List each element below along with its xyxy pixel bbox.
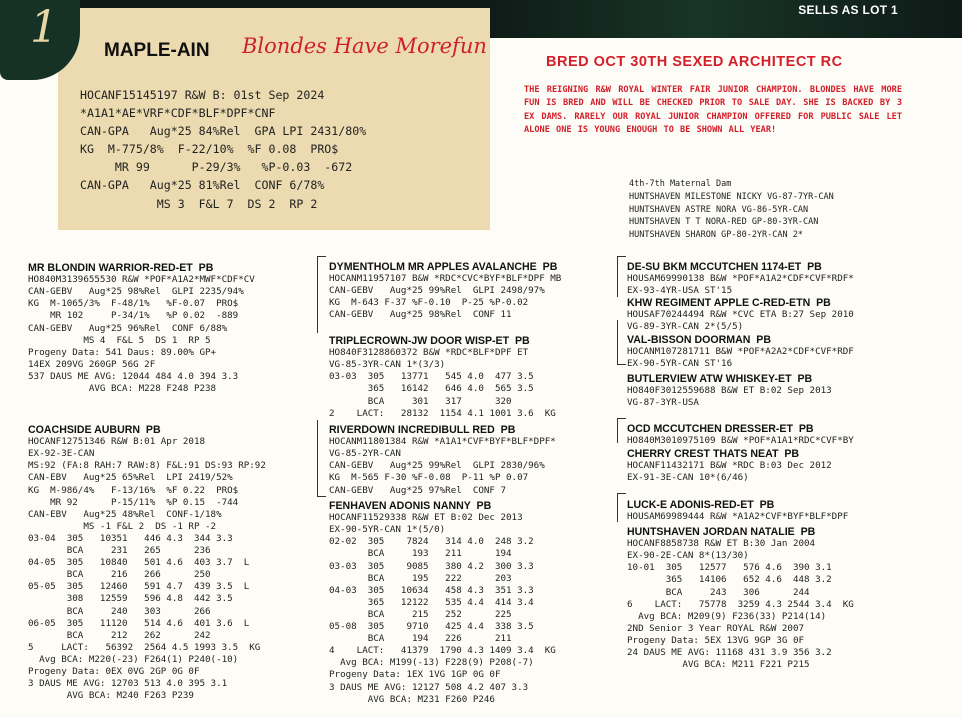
pedigree-line: EX-93-4YR-USA ST'15 [627, 285, 733, 297]
pedigree-line: HO840M3010975109 B&W *POF*A1A1*RDC*CVF*BY [627, 435, 854, 447]
pedigree-line: MS:92 (FA:8 RAH:7 RAW:8) F&L:91 DS:93 RP:92 [28, 460, 266, 472]
pedigree-line: AVG BCA: M240 F263 P239 [28, 690, 194, 702]
pedigree-line: 3 DAUS ME AVG: 12703 513 4.0 395 3.1 [28, 678, 228, 690]
sells-as-lot-label: SELLS AS LOT 1 [798, 3, 898, 17]
pedigree-line: EX-91-3E-CAN 10*(6/46) [627, 472, 749, 484]
pedigree-name: MR BLONDIN WARRIOR-RED-ET PB [28, 262, 214, 275]
stat-line: KG M-775/8% F-22/10% %F 0.08 PRO$ [80, 142, 339, 157]
stat-line: *A1A1*AE*VRF*CDF*BLF*DPF*CNF [80, 106, 276, 121]
pedigree-line: 5 LACT: 56392 2564 4.5 1993 3.5 KG [28, 641, 261, 653]
pedigree-line: 03-03 305 13771 545 4.0 477 3.5 [329, 371, 534, 383]
pedigree-line: HOCANF12751346 R&W B:01 Apr 2018 [28, 436, 206, 448]
pedigree-line: 10-01 305 12577 576 4.6 390 3.1 [627, 562, 832, 574]
pedigree-line: Avg BCA: M220(-23) F264(1) P240(-10) [28, 653, 239, 665]
pedigree-line: KG M-986/4% F-13/16% %F 0.22 PRO$ [28, 484, 239, 496]
pedigree-line: KG M-643 F-37 %F-0.10 P-25 %P-0.02 [329, 297, 529, 309]
pedigree-line: Progeny Data: 1EX 1VG 1GP 0G 0F [329, 669, 501, 681]
pedigree-line: 04-05 305 10840 501 4.6 403 3.7 L [28, 557, 250, 569]
pedigree-line: 03-04 305 10351 446 4.3 344 3.3 [28, 532, 233, 544]
pedigree-name: HUNTSHAVEN JORDAN NATALIE PB [627, 526, 816, 539]
pedigree-line: Progeny Data: 0EX 0VG 2GP 0G 0F [28, 665, 200, 677]
maternal-dam-line: HUNTSHAVEN MILESTONE NICKY VG-87-7YR-CAN [629, 191, 834, 202]
pedigree-entry [329, 249, 561, 334]
pedigree-line: BCA 240 303 266 [28, 605, 211, 617]
pedigree-entry [28, 412, 266, 714]
stat-line: MS 3 F&L 7 DS 2 RP 2 [80, 196, 318, 211]
pedigree-line: MR 102 P-34/1% %P 0.02 -889 [28, 310, 239, 322]
maternal-dam-line: 4th-7th Maternal Dam [629, 179, 732, 189]
pedigree-line: CAN-GEBV Aug*25 96%Rel CONF 6/88% [28, 322, 228, 334]
breeding-title: BRED OCT 30TH SEXED ARCHITECT RC [546, 54, 843, 70]
pedigree-name: TRIPLECROWN-JW DOOR WISP-ET PB [329, 335, 530, 348]
pedigree-line: CAN-GEBV Aug*25 98%Rel CONF 11 [329, 309, 512, 321]
pedigree-line: CAN-GEBV Aug*25 97%Rel CONF 7 [329, 484, 507, 496]
breeding-description: THE REIGNING R&W ROYAL WINTER FAIR JUNIOR CHAMPION. BLONDES HAVE MORE FUN IS BRED AND WILL BE CHECKED PRIOR TO SALE DAY. SHE IS BACKED BY 3 EX DAMS. RARELY OUR ROYAL JUNIOR CHAMPION OFFERED FOR PUBLIC SALE LET ALONE ONE IS YOUNG ENOUGH TO BE SHOWN ALL YEAR! [524, 85, 902, 136]
stat-line: HOCANF15145197 R&W B: 01st Sep 2024 [80, 88, 325, 102]
pedigree-line: VG-85-2YR-CAN [329, 448, 401, 460]
pedigree-name: CHERRY CREST THATS NEAT PB [627, 448, 800, 461]
pedigree-name: DE-SU BKM MCCUTCHEN 1174-ET PB [627, 261, 822, 274]
pedigree-line: VG-87-3YR-USA [627, 397, 699, 409]
pedigree-line: CAN-EBV Aug*25 65%Rel LPI 2419/52% [28, 472, 233, 484]
stat-line: CAN-GPA Aug*25 84%Rel GPA LPI 2431/80% [80, 124, 367, 139]
stat-line: MR 99 P-29/3% %P-0.03 -672 [80, 160, 353, 175]
pedigree-line: BCA 216 266 250 [28, 569, 211, 581]
pedigree-line: Progeny Data: 541 Daus: 89.00% GP+ [28, 346, 217, 358]
pedigree-line: 06-05 305 11120 514 4.6 401 3.6 L [28, 617, 250, 629]
pedigree-bracket [617, 493, 626, 522]
pedigree-name: COACHSIDE AUBURN PB [28, 424, 161, 437]
pedigree-line: HOCANM11801384 R&W *A1A1*CVF*BYF*BLF*DPF* [329, 436, 556, 448]
pedigree-line: HOCANM11957107 B&W *RDC*CVC*BYF*BLF*DPF MB [329, 273, 562, 285]
pedigree-line: EX-92-3E-CAN [28, 448, 95, 460]
pedigree-line: Avg BCA: M209(9) F236(33) P214(14) [627, 610, 827, 622]
pedigree-line: MR 92 P-15/11% %P 0.15 -744 [28, 496, 239, 508]
pedigree-name: KHW REGIMENT APPLE C-RED-ETN PB [627, 297, 831, 310]
animal-nickname: Blondes Have Morefun [242, 34, 487, 58]
pedigree-line: MS -1 F&L 2 DS -1 RP -2 [28, 520, 217, 532]
pedigree-name: RIVERDOWN INCREDIBULL RED PB [329, 424, 516, 437]
pedigree-line: EX-90-5YR-CAN 1*(5/0) [329, 524, 446, 536]
pedigree-line: CAN-GEBV Aug*25 99%Rel GLPI 2830/96% [329, 460, 545, 472]
pedigree-entry [627, 514, 854, 683]
pedigree-line: Avg BCA: M199(-13) F228(9) P208(-7) [329, 657, 534, 669]
maternal-dam-line: HUNTSHAVEN T T NORA-RED GP-80-3YR-CAN [629, 217, 819, 228]
pedigree-line: EX-90-5YR-CAN ST'16 [627, 358, 733, 370]
maternal-dam-line: HUNTSHAVEN SHARON GP-80-2YR-CAN 2* [629, 230, 803, 241]
pedigree-name: DYMENTHOLM MR APPLES AVALANCHE PB [329, 261, 558, 274]
pedigree-bracket [317, 420, 326, 497]
pedigree-line: Progeny Data: 5EX 13VG 9GP 3G 0F [627, 634, 805, 646]
pedigree-name: OCD MCCUTCHEN DRESSER-ET PB [627, 423, 814, 436]
pedigree-name: LUCK-E ADONIS-RED-ET PB [627, 499, 775, 512]
pedigree-line: 308 12559 596 4.8 442 3.5 [28, 593, 233, 605]
pedigree-line: BCA 231 265 236 [28, 545, 211, 557]
pedigree-name: FENHAVEN ADONIS NANNY PB [329, 500, 492, 513]
pedigree-line: 6 LACT: 75778 3259 4.3 2544 3.4 KG [627, 598, 854, 610]
pedigree-line: 05-08 305 9710 425 4.4 338 3.5 [329, 621, 534, 633]
pedigree-line: KG M-1065/3% F-48/1% %F-0.07 PRO$ [28, 298, 239, 310]
pedigree-line: HOCANF8858738 R&W ET B:30 Jan 2004 [627, 538, 816, 550]
pedigree-line: AVG BCA: M231 F260 P246 [329, 693, 495, 705]
pedigree-line: HO840F3012559688 B&W ET B:02 Sep 2013 [627, 385, 832, 397]
pedigree-bracket [617, 418, 626, 443]
pedigree-bracket [617, 320, 626, 365]
pedigree-entry [28, 250, 255, 407]
pedigree-line: BCA 212 262 242 [28, 629, 211, 641]
pedigree-entry [329, 488, 556, 718]
pedigree-line: KG M-565 F-30 %F-0.08 P-11 %P 0.07 [329, 472, 529, 484]
pedigree-bracket [317, 256, 326, 333]
pedigree-line: AVG BCA: M228 F248 P238 [28, 383, 217, 395]
pedigree-line: BCA 194 226 211 [329, 633, 512, 645]
stat-line: CAN-GPA Aug*25 81%Rel CONF 6/78% [80, 178, 325, 193]
pedigree-line: 4 LACT: 41379 1790 4.3 1409 3.4 KG [329, 645, 556, 657]
pedigree-line: EX-90-2E-CAN 8*(13/30) [627, 550, 749, 562]
pedigree-line: 2 LACT: 28132 1154 4.1 1001 3.6 KG [329, 407, 556, 419]
pedigree-line: MS 4 F&L 5 DS 1 RP 5 [28, 334, 211, 346]
pedigree-line: BCA 301 317 320 [329, 395, 512, 407]
pedigree-line: CAN-GEBV Aug*25 99%Rel GLPI 2498/97% [329, 285, 545, 297]
pedigree-line: HOCANM107281711 B&W *POF*A2A2*CDF*CVF*RDF [627, 346, 854, 358]
pedigree-line: 14EX 209VG 260GP 56G 2F [28, 358, 156, 370]
pedigree-line: 03-03 305 9085 380 4.2 300 3.3 [329, 560, 534, 572]
pedigree-line: 365 14106 652 4.6 448 3.2 [627, 574, 832, 586]
pedigree-line: BCA 193 211 194 [329, 548, 512, 560]
pedigree-line: HOUSAM69990138 B&W *POF*A1A2*CDF*CVF*RDF* [627, 273, 854, 285]
pedigree-line: BCA 215 252 225 [329, 608, 512, 620]
pedigree-line: 365 16142 646 4.0 565 3.5 [329, 383, 534, 395]
pedigree-line: 2ND Senior 3 Year ROYAL R&W 2007 [627, 622, 805, 634]
pedigree-line: HO840F3128860372 B&W *RDC*BLF*DPF ET [329, 347, 529, 359]
animal-stats [80, 86, 366, 213]
pedigree-line: HO840M3139655530 R&W *POF*A1A2*MWF*CDF*CV [28, 274, 255, 286]
pedigree-line: 04-03 305 10634 458 4.3 351 3.3 [329, 584, 534, 596]
lot-number: 1 [30, 2, 58, 53]
pedigree-bracket [617, 256, 626, 297]
maternal-dam-line: HUNTSHAVEN ASTRE NORA VG-86-5YR-CAN [629, 204, 809, 215]
pedigree-line: HOUSAM69989444 R&W *A1A2*CVF*BYF*BLF*DPF [627, 511, 849, 523]
pedigree-line: AVG BCA: M211 F221 P215 [627, 659, 810, 671]
pedigree-line: HOCANF11432171 B&W *RDC B:03 Dec 2012 [627, 460, 832, 472]
pedigree-name: BUTLERVIEW ATW WHISKEY-ET PB [627, 373, 813, 386]
maternal-dams [629, 178, 834, 242]
pedigree-line: 537 DAUS ME AVG: 12044 484 4.0 394 3.3 [28, 370, 239, 382]
pedigree-line: CAN-EBV Aug*25 48%Rel CONF-1/18% [28, 508, 222, 520]
pedigree-line: VG-89-3YR-CAN 2*(5/5) [627, 321, 744, 333]
animal-name: MAPLE-AIN [104, 40, 210, 61]
pedigree-line: 365 12122 535 4.4 414 3.4 [329, 596, 534, 608]
pedigree-line: 24 DAUS ME AVG: 11168 431 3.9 356 3.2 [627, 647, 832, 659]
pedigree-line: CAN-GEBV Aug*25 98%Rel GLPI 2235/94% [28, 286, 244, 298]
pedigree-name: VAL-BISSON DOORMAN PB [627, 334, 771, 347]
pedigree-line: HOCANF11529338 R&W ET B:02 Dec 2013 [329, 512, 523, 524]
pedigree-line: 02-02 305 7824 314 4.0 248 3.2 [329, 536, 534, 548]
pedigree-line: BCA 243 306 244 [627, 586, 810, 598]
pedigree-line: HOUSAF70244494 R&W *CVC ETA B:27 Sep 2010 [627, 309, 854, 321]
pedigree-line: 05-05 305 12460 591 4.7 439 3.5 L [28, 581, 250, 593]
pedigree-line: VG-85-3YR-CAN 1*(3/3) [329, 359, 446, 371]
pedigree-line: 3 DAUS ME AVG: 12127 508 4.2 407 3.3 [329, 681, 529, 693]
pedigree-line: BCA 195 222 203 [329, 572, 512, 584]
